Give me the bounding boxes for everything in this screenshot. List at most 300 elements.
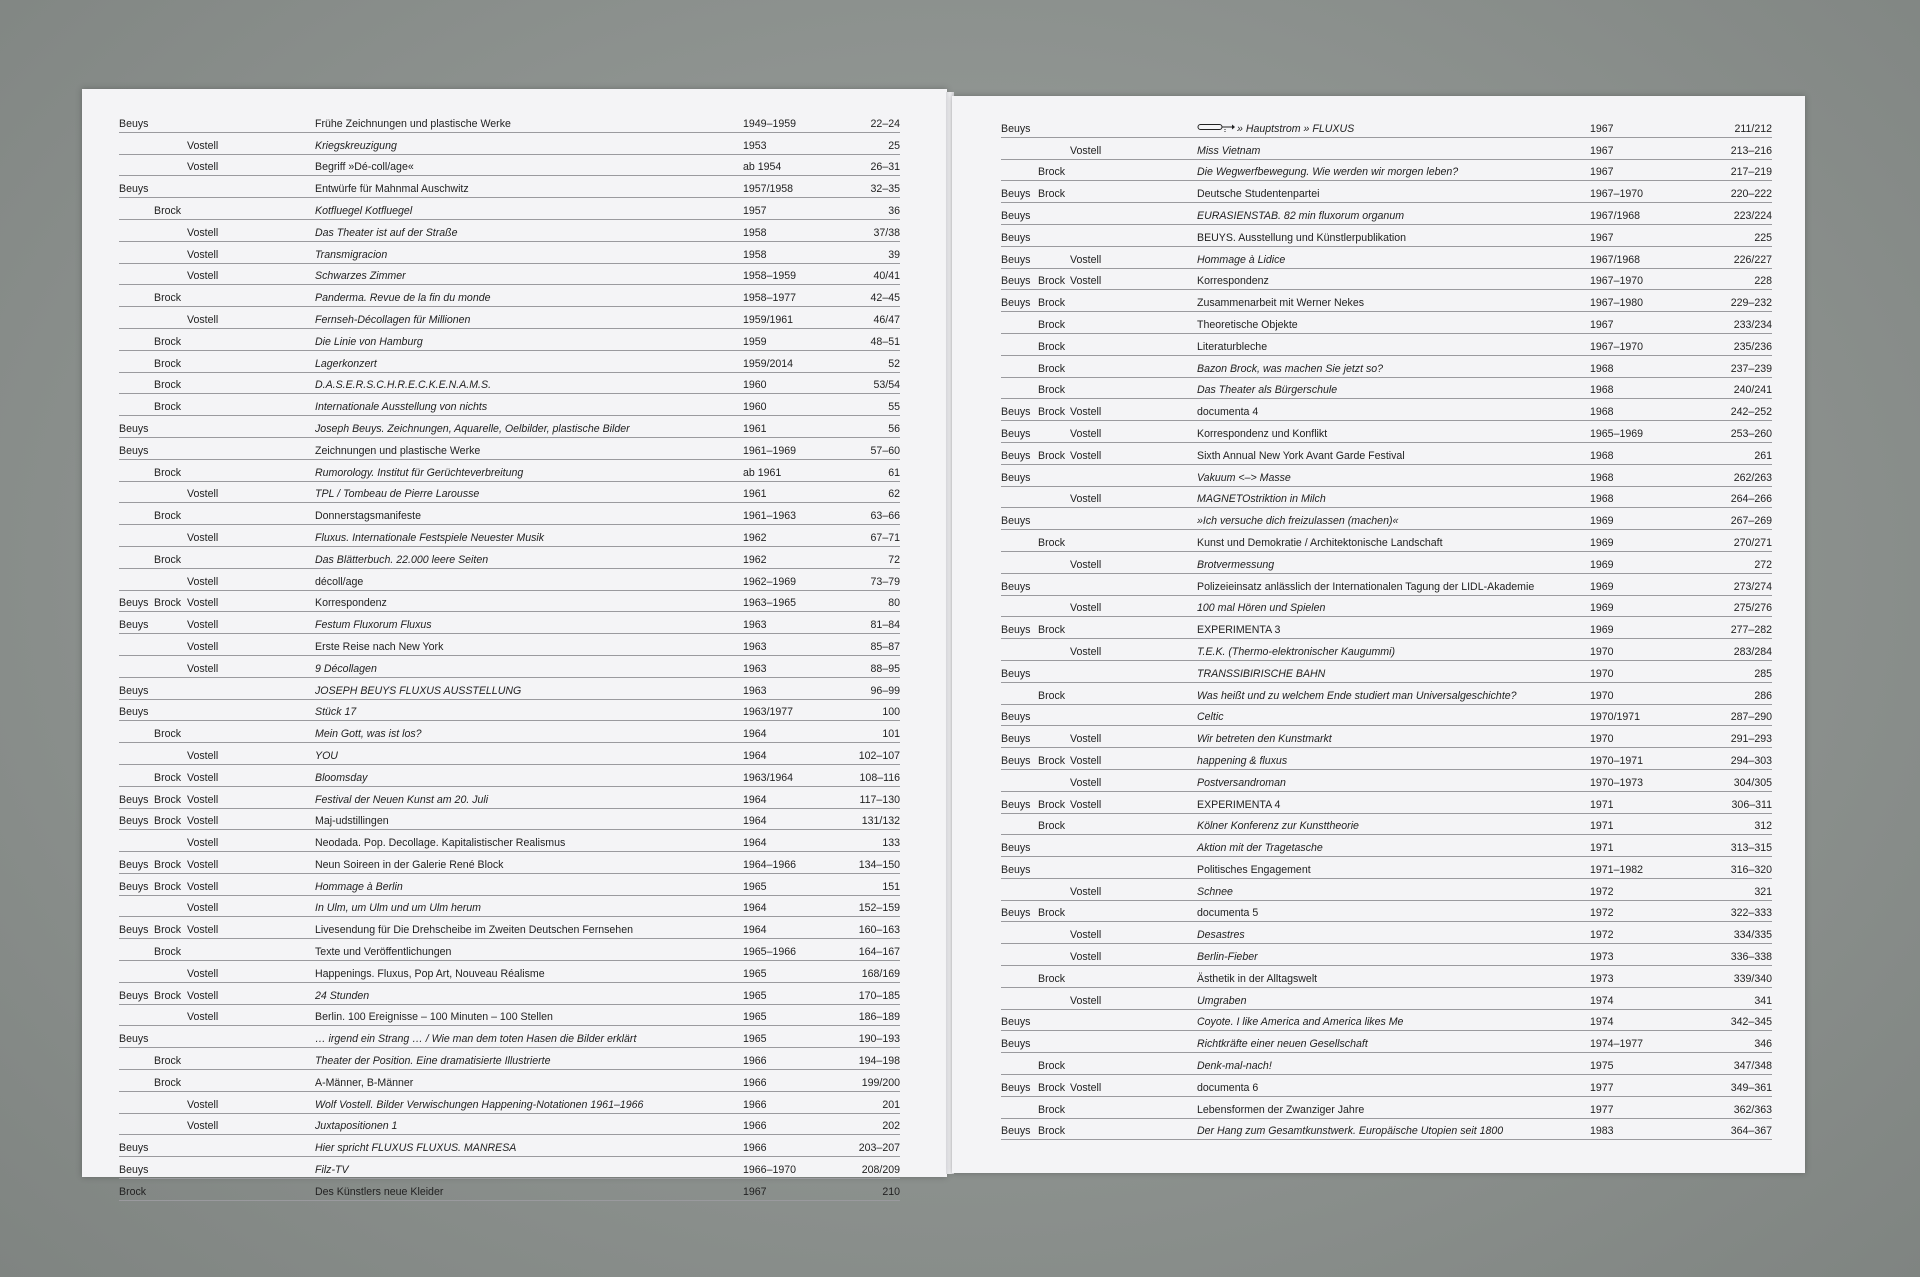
index-row [119,874,900,896]
index-row [1001,378,1772,400]
artist-vostell-cell: Vostell [187,248,219,261]
entry-title: Theater der Position. Eine dramatisierte Illustrierte [315,1055,551,1068]
artist-brock-cell: Brock [1038,754,1066,767]
artist-beuys-cell: Beuys [119,815,149,828]
entry-year: 1958 [743,226,767,239]
artist-vostell-cell: Vostell [187,793,219,806]
entry-title: Zeichnungen und plastische Werke [315,444,481,457]
entry-title: Stück 17 [315,706,357,719]
entry-title-text: » Hauptstrom » FLUXUS [1237,122,1355,135]
entry-pages: 270/271 [1733,536,1772,549]
entry-title: Richtkräfte einer neuen Gesellschaft [1197,1038,1368,1051]
artist-beuys-cell: Beuys [1001,253,1031,266]
index-row [119,1179,900,1201]
entry-title: documenta 5 [1197,907,1259,920]
entry-year: 1963/1964 [743,771,794,784]
entry-year: 1971 [1590,820,1614,833]
artist-vostell-cell: Vostell [1070,776,1102,789]
entry-title: Texte und Veröffentlichungen [315,946,452,959]
artist-brock-cell: Brock [154,553,182,566]
index-row [119,809,900,831]
entry-title: Berlin. 100 Ereignisse – 100 Minuten – 100 Stellen [315,1011,553,1024]
entry-title: Happenings. Fluxus, Pop Art, Nouveau Réalisme [315,967,545,980]
entry-pages: 220–222 [1730,188,1772,201]
artist-beuys-cell: Beuys [1001,667,1031,680]
index-row [1001,421,1772,443]
index-row [119,460,900,482]
entry-pages: 208/209 [861,1164,900,1177]
entry-pages: 168/169 [861,967,900,980]
right-index-list [1001,116,1772,1140]
index-row [119,656,900,678]
entry-title: JOSEPH BEUYS FLUXUS AUSSTELLUNG [315,684,522,697]
index-row [119,917,900,939]
artist-beuys-cell: Beuys [119,924,149,937]
entry-pages: 37/38 [873,226,900,239]
artist-vostell-cell: Vostell [1070,754,1102,767]
index-row [119,591,900,613]
index-row [119,896,900,918]
entry-pages: 25 [888,139,900,152]
entry-title: Bazon Brock, was machen Sie jetzt so? [1197,362,1384,375]
entry-year: 1965 [743,1011,767,1024]
entry-pages: 262/263 [1733,471,1772,484]
entry-title: Das Blätterbuch. 22.000 leere Seiten [315,553,489,566]
index-row [119,983,900,1005]
entry-pages: 164–167 [858,946,900,959]
artist-brock-cell: Brock [154,728,182,741]
index-row [1001,181,1772,203]
entry-year: 1974–1977 [1590,1038,1644,1051]
artist-beuys-cell: Beuys [1001,427,1031,440]
entry-title: T.E.K. (Thermo-elektronischer Kaugummi) [1197,645,1396,658]
entry-pages: 228 [1754,275,1772,288]
entry-pages: 100 [882,706,900,719]
index-row [1001,726,1772,748]
index-row [119,1005,900,1027]
index-row [1001,966,1772,988]
entry-pages: 217–219 [1730,166,1772,179]
entry-pages: 48–51 [870,335,900,348]
artist-vostell-cell: Vostell [187,575,219,588]
entry-pages: 235/236 [1733,340,1772,353]
index-row [1001,290,1772,312]
artist-vostell-cell: Vostell [1070,449,1102,462]
index-row [1001,530,1772,552]
index-row [1001,901,1772,923]
artist-vostell-cell: Vostell [187,924,219,937]
entry-year: 1967 [1590,122,1614,135]
entry-pages: 304/305 [1733,776,1772,789]
artist-vostell-cell: Vostell [187,270,219,283]
entry-title: Berlin-Fieber [1197,951,1258,964]
entry-title: MAGNETOstriktion in Milch [1197,493,1326,506]
entry-pages: 275/276 [1733,602,1772,615]
entry-title: Postversandroman [1197,776,1286,789]
entry-year: 1966 [743,1076,767,1089]
entry-year: 1970–1971 [1590,754,1644,767]
entry-year: 1973 [1590,951,1614,964]
entry-pages: 186–189 [858,1011,900,1024]
entry-year: 1975 [1590,1060,1614,1073]
entry-year: 1971 [1590,842,1614,855]
artist-brock-cell: Brock [154,815,182,828]
entry-pages: 36 [888,204,900,217]
artist-brock-cell: Brock [1038,406,1066,419]
entry-year: 1963 [743,684,767,697]
entry-year: 1966 [743,1055,767,1068]
entry-pages: 108–116 [859,771,900,784]
left-index-list [119,111,900,1201]
entry-pages: 134–150 [858,858,900,871]
entry-title: Kunst und Demokratie / Architektonische Landschaft [1197,536,1443,549]
entry-year: 1972 [1590,929,1614,942]
index-row [119,176,900,198]
artist-brock-cell: Brock [154,357,182,370]
artist-beuys-cell: Beuys [1001,842,1031,855]
artist-beuys-cell: Beuys [1001,275,1031,288]
index-row [119,634,900,656]
artist-brock-cell: Brock [1038,536,1066,549]
entry-title: Neodada. Pop. Decollage. Kapitalistischer Realismus [315,837,566,850]
entry-pages: 57–60 [870,444,900,457]
artist-brock-cell: Brock [154,597,182,610]
entry-title: BEUYS. Ausstellung und Künstlerpublikation [1197,231,1407,244]
entry-title: Miss Vietnam [1197,144,1261,157]
artist-brock-cell: Brock [154,793,182,806]
index-row [119,852,900,874]
entry-pages: 242–252 [1730,406,1772,419]
entry-pages: 63–66 [870,510,900,523]
index-row [1001,225,1772,247]
entry-title: Festum Fluxorum Fluxus [315,619,432,632]
artist-vostell-cell: Vostell [187,858,219,871]
entry-year: 1977 [1590,1103,1614,1116]
index-row [1001,269,1772,291]
index-row [119,133,900,155]
entry-title: Zusammenarbeit mit Werner Nekes [1197,297,1365,310]
entry-pages: 339/340 [1733,972,1772,985]
entry-year: 1965 [743,1033,767,1046]
entry-pages: 286 [1754,689,1772,702]
entry-title: Begriff »Dé-coll/age« [315,161,414,174]
entry-year: 1962–1969 [743,575,797,588]
entry-year: 1964 [743,749,767,762]
entry-pages: 211/212 [1734,122,1772,135]
entry-year: 1959 [743,335,767,348]
index-row [119,787,900,809]
index-row [1001,508,1772,530]
entry-year: 1973 [1590,972,1614,985]
artist-brock-cell: Brock [154,292,182,305]
artist-brock-cell: Brock [1038,384,1066,397]
artist-beuys-cell: Beuys [1001,580,1031,593]
entry-title: EXPERIMENTA 4 [1197,798,1281,811]
entry-year: 1963 [743,640,767,653]
artist-brock-cell: Brock [1038,1103,1066,1116]
entry-title: 9 Décollagen [315,662,377,675]
entry-pages: 213–216 [1730,144,1772,157]
entry-pages: 32–35 [870,183,900,196]
artist-brock-cell: Brock [154,946,182,959]
entry-year: 1970 [1590,667,1614,680]
entry-title: Politisches Engagement [1197,863,1311,876]
entry-title: 24 Stunden [315,989,370,1002]
entry-year: 1969 [1590,624,1614,637]
entry-year: 1972 [1590,907,1614,920]
entry-year: 1967/1968 [1590,209,1641,222]
entry-pages: 334/335 [1733,929,1772,942]
entry-pages: 81–84 [870,619,900,632]
artist-beuys-cell: Beuys [1001,449,1031,462]
entry-pages: 306–311 [1731,798,1772,811]
index-row [119,721,900,743]
entry-year: 1964–1966 [743,858,797,871]
entry-title: Deutsche Studentenpartei [1197,188,1320,201]
artist-beuys-cell: Beuys [119,793,149,806]
artist-beuys-cell: Beuys [1001,1038,1031,1051]
index-row [119,1026,900,1048]
artist-brock-cell: Brock [1038,275,1066,288]
entry-title: Lebensformen der Zwanziger Jahre [1197,1103,1365,1116]
artist-beuys-cell: Beuys [119,706,149,719]
entry-title: décoll/age [315,575,364,588]
entry-pages: 316–320 [1730,863,1772,876]
index-row [1001,487,1772,509]
entry-pages: 199/200 [861,1076,900,1089]
entry-pages: 151 [882,880,900,893]
artist-beuys-cell: Beuys [1001,798,1031,811]
arrow-right-icon [1197,123,1235,133]
index-row [119,939,900,961]
artist-beuys-cell: Beuys [119,1033,149,1046]
entry-year: 1964 [743,815,767,828]
artist-beuys-cell: Beuys [119,880,149,893]
artist-beuys-cell: Beuys [119,597,149,610]
entry-pages: 272 [1754,558,1772,571]
artist-brock-cell: Brock [1038,689,1066,702]
artist-vostell-cell: Vostell [187,1098,219,1111]
entry-pages: 226/227 [1733,253,1772,266]
artist-vostell-cell: Vostell [187,597,219,610]
entry-pages: 253–260 [1730,427,1772,440]
entry-year: 1965–1969 [1590,427,1644,440]
entry-year: 1972 [1590,885,1614,898]
artist-vostell-cell: Vostell [187,1120,219,1133]
entry-title: documenta 4 [1197,406,1259,419]
artist-vostell-cell: Vostell [1070,406,1102,419]
index-row [119,700,900,722]
entry-title: Filz-TV [315,1164,349,1177]
artist-brock-cell: Brock [1038,624,1066,637]
index-row [1001,552,1772,574]
artist-vostell-cell: Vostell [187,1011,219,1024]
entry-title: Sixth Annual New York Avant Garde Festival [1197,449,1405,462]
entry-year: 1968 [1590,449,1614,462]
artist-brock-cell: Brock [1038,362,1066,375]
artist-brock-cell: Brock [1038,972,1066,985]
artist-beuys-cell: Beuys [1001,1016,1031,1029]
artist-brock-cell: Brock [1038,1081,1066,1094]
index-row [119,329,900,351]
entry-title: Donnerstagsmanifeste [315,510,421,523]
index-row [119,416,900,438]
artist-vostell-cell: Vostell [1070,994,1102,1007]
entry-pages: 52 [888,357,900,370]
entry-year: 1967 [1590,231,1614,244]
index-row [119,198,900,220]
index-row [119,1048,900,1070]
artist-brock-cell: Brock [1038,1125,1066,1138]
entry-title: Wir betreten den Kunstmarkt [1197,733,1332,746]
entry-pages: 170–185 [858,989,900,1002]
index-row [119,111,900,133]
entry-pages: 312 [1754,820,1772,833]
entry-pages: 62 [888,488,900,501]
entry-year: 1967–1970 [1590,188,1644,201]
entry-title: Des Künstlers neue Kleider [315,1185,444,1198]
artist-beuys-cell: Beuys [1001,907,1031,920]
entry-title: Kotfluegel Kotfluegel [315,204,413,217]
entry-year: 1974 [1590,1016,1614,1029]
entry-pages: 223/224 [1733,209,1772,222]
index-row [119,1114,900,1136]
entry-pages: 160–163 [858,924,900,937]
index-row [119,242,900,264]
entry-year: 1966 [743,1098,767,1111]
index-row [119,569,900,591]
entry-year: 1953 [743,139,767,152]
left-page [82,89,947,1198]
entry-year: 1969 [1590,558,1614,571]
entry-pages: 225 [1754,231,1772,244]
entry-year: 1965 [743,880,767,893]
entry-pages: 194–198 [858,1055,900,1068]
entry-title: Entwürfe für Mahnmal Auschwitz [315,183,469,196]
index-row [119,1070,900,1092]
artist-beuys-cell: Beuys [1001,1125,1031,1138]
artist-vostell-cell: Vostell [187,313,219,326]
index-row [119,394,900,416]
entry-pages: 67–71 [870,531,900,544]
entry-year: ab 1961 [743,466,782,479]
entry-year: 1964 [743,902,767,915]
entry-pages: 294–303 [1730,754,1772,767]
artist-beuys-cell: Beuys [1001,209,1031,222]
artist-vostell-cell: Vostell [187,619,219,632]
entry-title: In Ulm, um Ulm und um Ulm herum [315,902,482,915]
entry-pages: 72 [888,553,900,566]
entry-year: 1977 [1590,1081,1614,1094]
entry-year: 1967 [743,1185,767,1198]
entry-title: Kriegskreuzigung [315,139,397,152]
artist-vostell-cell: Vostell [1070,275,1102,288]
entry-pages: 73–79 [870,575,900,588]
artist-vostell-cell: Vostell [187,837,219,850]
entry-title: Festival der Neuen Kunst am 20. Juli [315,793,489,806]
entry-year: 1957/1958 [743,183,794,196]
artist-vostell-cell: Vostell [1070,885,1102,898]
entry-title: EURASIENSTAB. 82 min fluxorum organum [1197,209,1405,222]
entry-title: Das Theater ist auf der Straße [315,226,458,239]
entry-title: D.A.S.E.R.S.C.H.R.E.C.K.E.N.A.M.S. [315,379,492,392]
entry-pages: 229–232 [1730,297,1772,310]
artist-brock-cell: Brock [154,1076,182,1089]
artist-beuys-cell: Beuys [1001,863,1031,876]
entry-year: 1970–1973 [1590,776,1644,789]
index-row [119,155,900,177]
index-row [119,765,900,787]
artist-vostell-cell: Vostell [187,161,219,174]
entry-year: 1958–1959 [743,270,797,283]
index-row [1001,356,1772,378]
entry-year: 1960 [743,379,767,392]
artist-brock-cell: Brock [1038,907,1066,920]
entry-year: 1966 [743,1142,767,1155]
entry-title: Lagerkonzert [315,357,377,370]
entry-pages: 210 [882,1185,900,1198]
artist-brock-cell: Brock [1038,166,1066,179]
artist-vostell-cell: Vostell [1070,951,1102,964]
artist-vostell-cell: Vostell [187,967,219,980]
artist-vostell-cell: Vostell [187,749,219,762]
entry-title: Was heißt und zu welchem Ende studiert man Universalgeschichte? [1197,689,1517,702]
entry-title: Hier spricht FLUXUS FLUXUS. MANRESA [315,1142,517,1155]
artist-beuys-cell: Beuys [119,619,149,632]
entry-year: 1964 [743,924,767,937]
entry-pages: 261 [1754,449,1772,462]
artist-beuys-cell: Beuys [119,444,149,457]
artist-vostell-cell: Vostell [1070,733,1102,746]
index-row [119,373,900,395]
entry-year: 1966 [743,1120,767,1133]
entry-title: Aktion mit der Tragetasche [1197,842,1323,855]
entry-pages: 233/234 [1733,318,1772,331]
index-row [1001,748,1772,770]
index-row [1001,116,1772,138]
entry-year: 1971 [1590,798,1614,811]
index-row [119,220,900,242]
entry-title: YOU [315,749,338,762]
entry-title: Juxtapositionen 1 [315,1120,398,1133]
artist-brock-cell: Brock [154,880,182,893]
entry-pages: 283/284 [1733,645,1772,658]
artist-vostell-cell: Vostell [187,531,219,544]
entry-pages: 96–99 [870,684,900,697]
artist-beuys-cell: Beuys [1001,231,1031,244]
entry-title: Wolf Vostell. Bilder Verwischungen Happening-Notationen 1961–1966 [315,1098,644,1111]
artist-brock-cell: Brock [1038,1060,1066,1073]
entry-title: A-Männer, B-Männer [315,1076,414,1089]
entry-year: 1964 [743,728,767,741]
entry-pages: 85–87 [870,640,900,653]
entry-title: Erste Reise nach New York [315,640,444,653]
entry-year: ab 1954 [743,161,782,174]
artist-beuys-cell: Beuys [1001,471,1031,484]
entry-pages: 102–107 [858,749,900,762]
index-row [1001,443,1772,465]
index-row [1001,203,1772,225]
entry-title: Neun Soireen in der Galerie René Block [315,858,504,871]
artist-beuys-cell: Beuys [1001,406,1031,419]
entry-title: Brotvermessung [1197,558,1275,571]
entry-title: Umgraben [1197,994,1247,1007]
index-row [1001,857,1772,879]
entry-title: Frühe Zeichnungen und plastische Werke [315,117,511,130]
entry-title: EXPERIMENTA 3 [1197,624,1281,637]
artist-brock-cell: Brock [154,379,182,392]
index-row [1001,988,1772,1010]
